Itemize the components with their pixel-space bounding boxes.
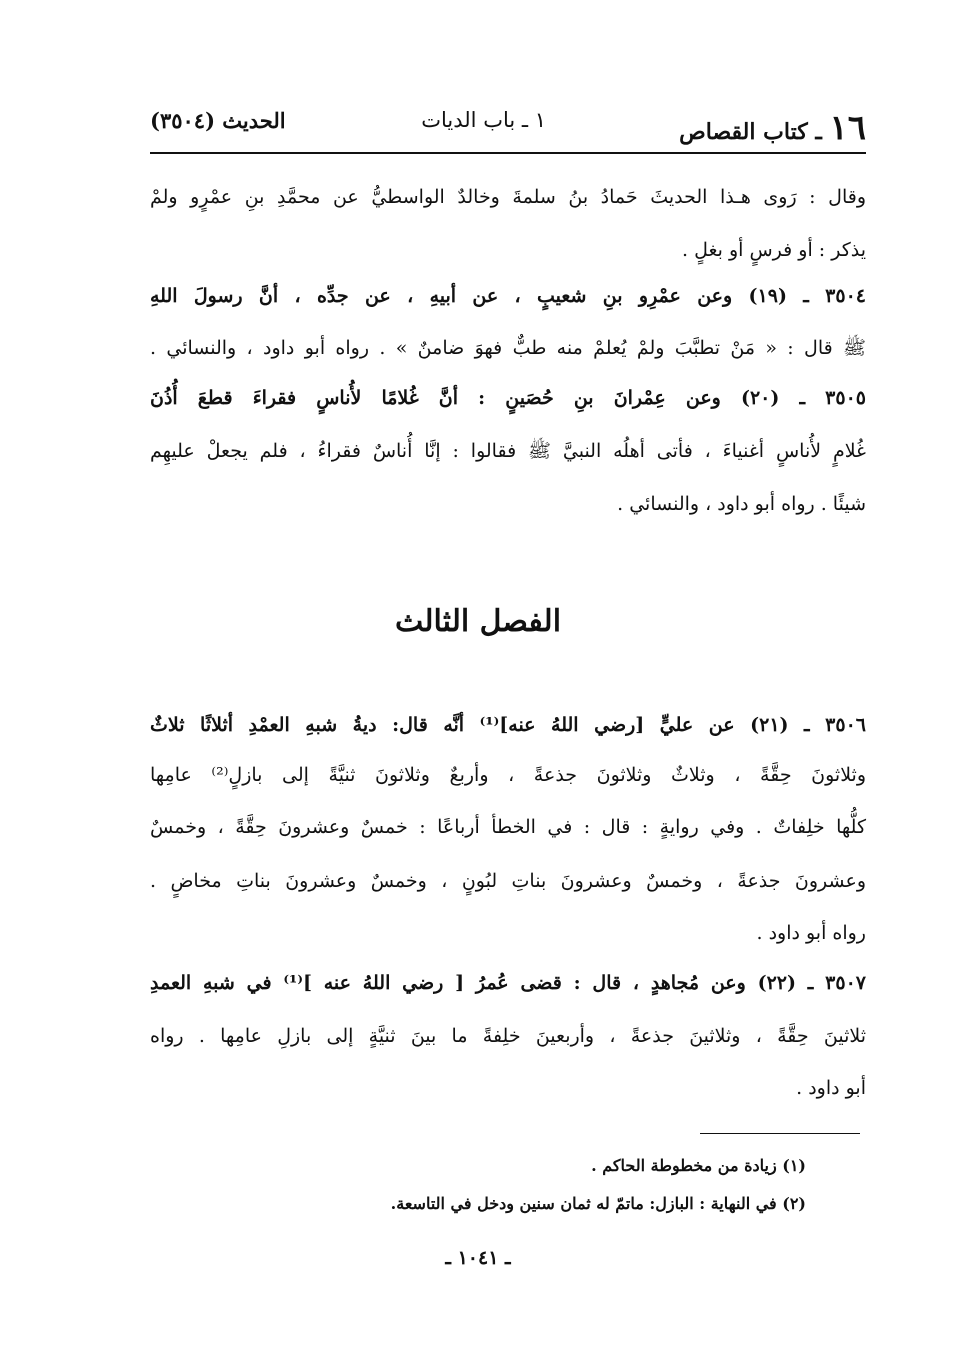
hadith-3505-line: ٣٥٠٥ ـ (٢٠) وعن عِمْرانَ بنِ حُصَينٍ : أنَّ غُلامًا لأُناسٍ فقراءَ قطعَ أُذُنَ — [150, 387, 866, 409]
text-line: وقال : رَوى هـذا الحديثَ حَمادُ بنُ سلمةَ وخالدٌ الواسطيُّ عن محمَّدِ بنِ عمْرٍو ولمْ — [150, 186, 866, 208]
page-number: ـ ١٠٤١ ـ — [445, 1247, 511, 1269]
text-line: ﷺ قال : « مَنْ تطبَّبَ ولمْ يُعلمْ منه طبٌّ فهوَ ضامنٌ » . رواه أبو داود ، والنسائي . — [150, 337, 866, 359]
hadith-3506-line: ٣٥٠٦ ـ (٢١) عن عليٍّ [رضي اللهُ عنه]⁽¹⁾ أنَّه قال: ديةُ شبهِ العمْدِ أثلاثًا ثلاثٌ — [150, 714, 866, 736]
section-title: الفصل الثالث — [394, 604, 562, 639]
text-line: أبو داود . — [796, 1077, 866, 1099]
hadith-3507-line: ٣٥٠٧ ـ (٢٢) وعن مُجاهدٍ ، قال : قضى عُمرُ [ رضي اللهُ عنه ]⁽¹⁾ في شبهِ العمدِ — [150, 972, 866, 994]
chapter-number: ١٦ — [829, 108, 866, 148]
footnote-rule — [700, 1133, 860, 1134]
running-header-hadith-range: الحديث (٣٥٠٤) — [150, 108, 286, 133]
text-line: شيئًا . رواه أبو داود ، والنسائي . — [617, 493, 866, 515]
hadith-3504-line: ٣٥٠٤ ـ (١٩) وعن عمْرِو بنِ شعيبٍ ، عن أبيهِ ، عن جدِّه ، أنَّ رسولَ اللهِ — [150, 285, 866, 307]
text-line: غُلامٍ لأُناسٍ أغنياءَ ، فأتى أهلُه النبيَّ ﷺ فقالوا : إنَّا أُناسٌ فقراءُ ، فلم يجعلْ عليهِم — [150, 440, 866, 462]
text-line: رواه أبو داود . — [756, 922, 866, 944]
text-line: وعشرونَ جذعةً ، وخمسٌ وعشرونَ بناتِ لبُونٍ ، وخمسٌ وعشرونَ بناتِ مخاضٍ . — [150, 870, 866, 892]
chapter-title: ـ كتاب القصاص — [679, 119, 822, 145]
text-line: وثلاثونَ حِقَّةً ، وثلاثٌ وثلاثونَ جذعةً ، وأربعٌ وثلاثونَ ثنيَّةً إلى بازلٍ⁽²⁾ عامِها — [150, 764, 867, 786]
footnote-1: (١) زيادة من مخطوطة الحاكم . — [591, 1156, 806, 1175]
text-line: كلُّها خلِفاتٌ . وفي روايةٍ : قال : في الخطأ أرباعًا : خمسٌ وعشرونَ حِقَّةً ، وخمسٌ — [150, 816, 866, 838]
running-header-chapter — [679, 108, 866, 148]
footnote-2: (٢) في النهاية : البازل: ماتمّ له ثمان سنين ودخل في التاسعة. — [390, 1194, 806, 1213]
running-header-section: ١ ـ باب الديات — [421, 108, 546, 132]
header-rule — [150, 152, 866, 154]
text-line: ثلاثينَ حِقَّةً ، وثلاثينَ جذعةً ، وأربعينَ خلِفةً ما بينَ ثنيَّةٍ إلى بازلِ عامِها . رواه — [150, 1025, 866, 1047]
text-line: يذكر : أو فرسٍ أو بغلٍ . — [682, 239, 866, 261]
